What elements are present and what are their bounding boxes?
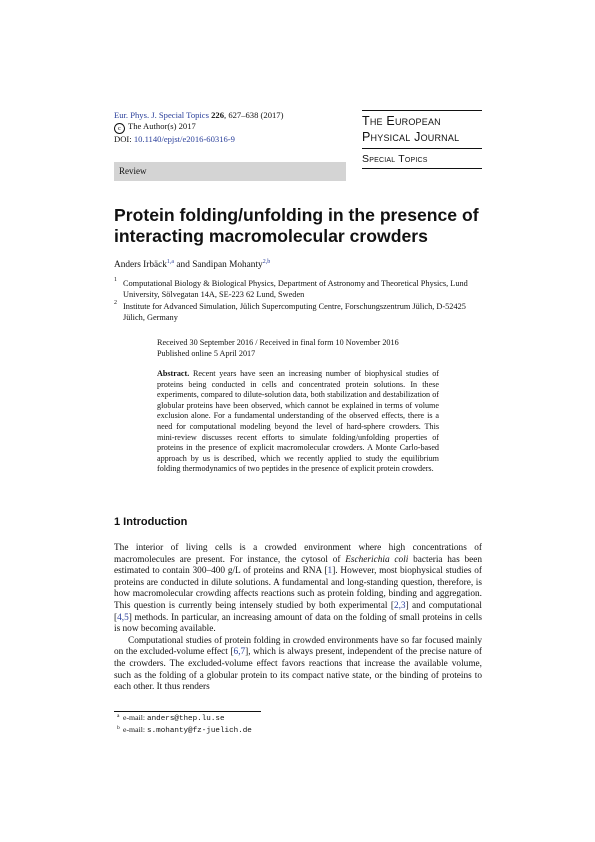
paragraph	[114, 636, 482, 694]
doi-label: DOI:	[114, 133, 132, 144]
abstract-text: Recent years have seen an increasing number of biophysical studies of proteins being conducted in cells and concentrated protein solutions. In these experiments, compared to dilute-solution data, both stabilization and destabilization of globular proteins have been observed, which cannot be explained in terms of volume exclusion alone. For a fundamental understanding of the observed effects, there is a need for computational modeling beyond the level of hard-sphere crowders. This mini-review discusses recent efforts to simulate folding/unfolding properties of proteins in the presence of explicit macromolecular crowders. A Monte Carlo-based approach by us is described, which we recently applied to study the equilibrium folding thermodynamics of two peptides in the presence of explicit protein crowders.	[157, 369, 440, 474]
article-type-label: Review	[119, 166, 147, 176]
copyright-text: The Author(s) 2017	[128, 120, 196, 131]
running-header	[114, 110, 283, 144]
citation-link[interactable]: 6,7	[233, 647, 246, 658]
brand-line-3: Special Topics	[362, 153, 428, 165]
copyright-line	[114, 121, 283, 134]
article-dates	[157, 337, 439, 359]
citation-link[interactable]: 1	[327, 566, 333, 577]
affiliation-number: 1	[114, 277, 117, 283]
affiliation-number: 2	[114, 300, 117, 306]
affiliations	[114, 278, 482, 324]
brand-line-1: The European	[362, 114, 441, 128]
paragraph	[114, 543, 482, 636]
footnotes	[114, 713, 252, 736]
volume-number: 226	[211, 110, 225, 120]
doi-line	[114, 134, 283, 145]
published-date: Published online 5 April 2017	[157, 349, 256, 358]
affiliation-text: Institute for Advanced Simulation, Jülich Supercomputing Centre, Forschungszentrum Jülich, D-52425 Jülich, Germany	[123, 302, 466, 322]
email-link[interactable]: s.mohanty@fz-juelich.de	[147, 726, 252, 735]
author-name: Anders Irbäck	[114, 260, 167, 271]
article-type-bar	[114, 162, 346, 181]
author-affiliation-mark[interactable]: 1,a	[166, 259, 175, 265]
citation-link[interactable]: 2,3	[393, 600, 406, 611]
section-heading: 1 Introduction	[114, 516, 188, 528]
copyright-icon: c	[114, 123, 125, 134]
text-run: The interior of living cells is a crowded environment where high concentrations of macromolecules are present. For instance, the cytosol of	[114, 543, 482, 565]
footnote-mark: a	[117, 713, 120, 719]
footnote-item	[114, 725, 252, 737]
brand-middle-rule	[362, 148, 482, 149]
affiliation-item	[114, 301, 482, 323]
journal-brand	[362, 110, 482, 169]
footnote-mark: b	[117, 724, 120, 731]
received-date: Received 30 September 2016 / Received in final form 10 November 2016	[157, 338, 399, 347]
brand-bottom-rule	[362, 168, 482, 169]
body-text	[114, 543, 482, 694]
species-name: Escherichia coli	[345, 554, 409, 565]
email-link[interactable]: anders@thep.lu.se	[147, 715, 225, 723]
footnote-item	[114, 713, 252, 725]
affiliation-item	[114, 278, 482, 300]
footnote-label: e-mail:	[123, 724, 146, 734]
text-run: Computational studies of protein folding in crowded environments have so far focused mainly on the excluded-volume effect [	[114, 635, 482, 658]
journal-ref-link[interactable]: Eur. Phys. J. Special Topics	[114, 110, 209, 120]
footnote-label: e-mail:	[123, 713, 146, 722]
text-run: ], which is always present, independent of the precise nature of the crowders. The excluded-volume effect favors reactions that increase the available volume, such as the folding of a globular protein to its compact native state, or the binding of proteins to each other. It thus renders	[114, 647, 482, 693]
author-name: Sandipan Mohanty	[192, 260, 263, 271]
abstract-label: Abstract.	[157, 369, 190, 378]
abstract	[157, 369, 439, 475]
text-run: ] methods. In particular, an increasing amount of data on the folding of small proteins in cells is now becoming available.	[114, 612, 482, 635]
journal-citation	[114, 110, 283, 121]
text-run: bacteria has been estimated to contain 300–400 g/L of proteins and RNA [	[114, 554, 482, 577]
author-affiliation-mark[interactable]: 2,b	[262, 259, 271, 265]
brand-line-2: Physical Journal	[362, 130, 460, 144]
pages-year: , 627–638 (2017)	[224, 110, 284, 120]
text-run: ]. However, most biophysical studies of proteins are conducted in dilute solutions. A fundamental and long-standing question, therefore, is how macromolecular crowding affects reactions such as protein folding, binding and aggregation. This question is currently being intensely studied by both experimental [	[114, 566, 482, 611]
author-list	[114, 259, 270, 270]
author-conjunction: and	[176, 260, 190, 271]
citation-link[interactable]: 4,5	[117, 612, 129, 623]
footnote-rule	[114, 711, 261, 712]
text-run: ] and computational [	[114, 600, 482, 623]
article-title: Protein folding/unfolding in the presence of interacting macromolecular crowders	[114, 205, 479, 246]
affiliation-text: Computational Biology & Biological Physics, Department of Astronomy and Theoretical Physics, Lund University, Sölvegatan 14A, SE-223 62 Lund, Sweden	[123, 279, 468, 299]
doi-link[interactable]: 10.1140/epjst/e2016-60316-9	[133, 133, 235, 144]
